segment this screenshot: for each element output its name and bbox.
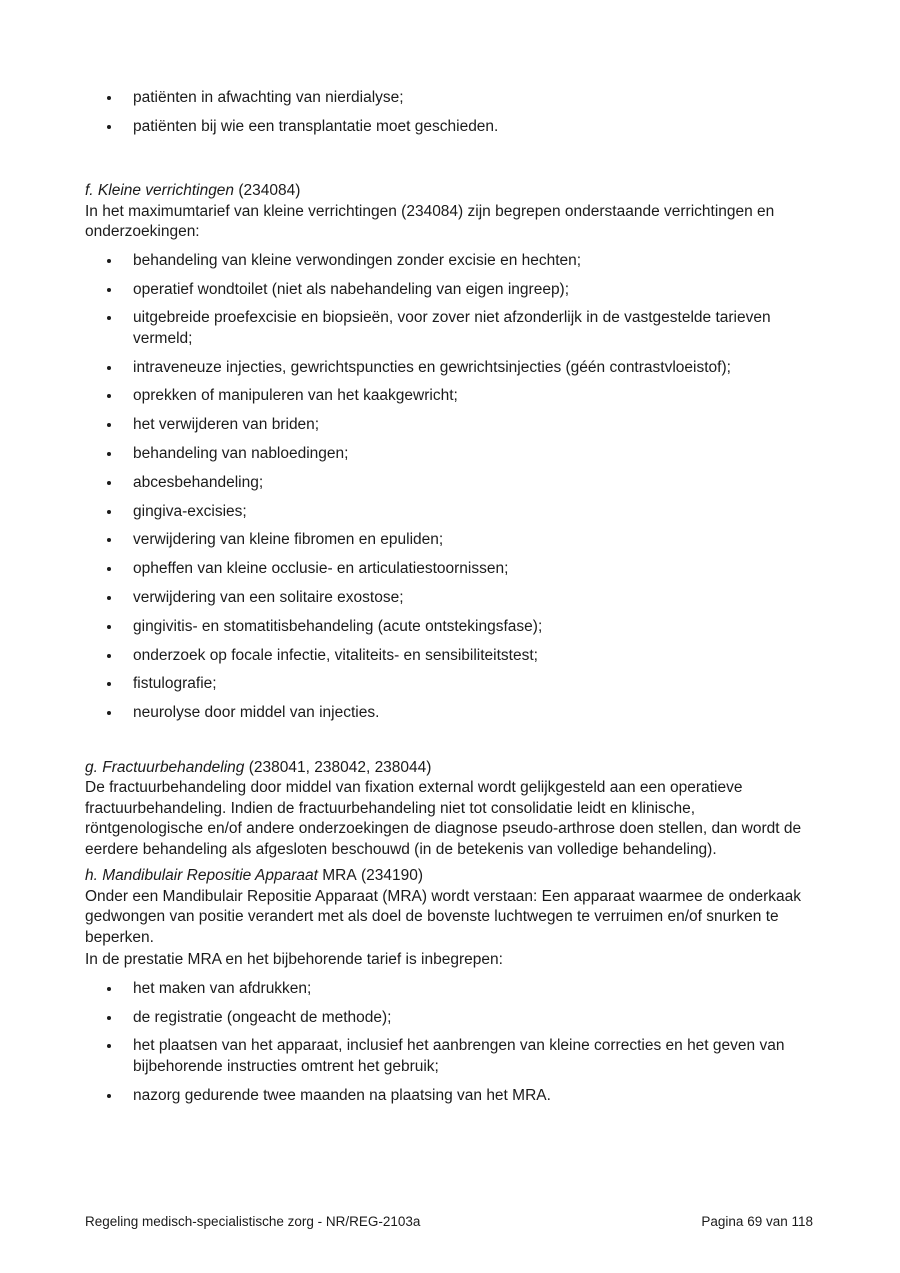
verrichtingen-bullet-list	[85, 251, 815, 724]
section-heading-title: h. Mandibulair Repositie Apparaat	[85, 867, 318, 885]
section-heading	[85, 866, 815, 887]
list-item: gingiva-excisies;	[85, 502, 815, 523]
section-heading	[85, 181, 815, 202]
page-footer	[85, 1213, 813, 1230]
list-item: operatief wondtoilet (niet als nabehandeling van eigen ingreep);	[85, 280, 815, 301]
footer-page-number: Pagina 69 van 118	[701, 1214, 813, 1229]
section-paragraph: De fractuurbehandeling door middel van fixation external wordt gelijkgesteld aan een operatieve fractuurbehandeling. Indien de fractuurbehandeling niet tot consolidatie leidt en klinische, röntgenologische en/of andere onderzoekingen de diagnose pseudo-arthrose doen stellen, dan wordt de eerdere behandeling als afgesloten beschouwd (in de betekenis van volledige behandeling).	[85, 779, 802, 858]
intro-bullet-list	[85, 88, 815, 137]
list-item: verwijdering van een solitaire exostose;	[85, 588, 815, 609]
list-item: intraveneuze injecties, gewrichtspuncties en gewrichtsinjecties (géén contrastvloeistof);	[85, 358, 815, 379]
list-item: gingivitis- en stomatitisbehandeling (acute ontstekingsfase);	[85, 617, 815, 638]
list-item: oprekken of manipuleren van het kaakgewricht;	[85, 386, 815, 407]
list-item: abcesbehandeling;	[85, 473, 815, 494]
list-item: het maken van afdrukken;	[85, 979, 815, 1000]
list-item: patiënten in afwachting van nierdialyse;	[85, 88, 815, 109]
section-heading-title: g. Fractuurbehandeling	[85, 758, 245, 776]
footer-doc-title: Regeling medisch-specialistische zorg - NR/REG-2103a	[85, 1214, 421, 1229]
section-heading-code: (238041, 238042, 238044)	[248, 758, 432, 776]
section-paragraph: In de prestatie MRA en het bijbehorende tarief is inbegrepen:	[85, 951, 503, 969]
list-item: behandeling van kleine verwondingen zonder excisie en hechten;	[85, 251, 815, 272]
list-item: verwijdering van kleine fibromen en epuliden;	[85, 530, 815, 551]
section-heading-title: f. Kleine verrichtingen	[85, 182, 235, 200]
list-item: fistulografie;	[85, 674, 815, 695]
section-heading-abbr: MRA	[322, 867, 357, 885]
section-heading-code: (234084)	[238, 182, 301, 200]
list-item: behandeling van nabloedingen;	[85, 444, 815, 465]
list-item: het plaatsen van het apparaat, inclusief het aanbrengen van kleine correcties en het geven van bijbehorende instructies omtrent het gebruik;	[85, 1036, 815, 1077]
section-paragraph: In het maximumtarief van kleine verrichtingen (234084) zijn begrepen onderstaande verrichtingen en onderzoekingen:	[85, 202, 775, 241]
section-heading-code: (234190)	[361, 867, 424, 885]
section-mra	[85, 866, 815, 1106]
list-item: uitgebreide proefexcisie en biopsieën, voor zover niet afzonderlijk in de vastgestelde tarieven vermeld;	[85, 308, 815, 349]
list-item: de registratie (ongeacht de methode);	[85, 1008, 815, 1029]
section-fractuurbehandeling	[85, 758, 815, 861]
list-item: opheffen van kleine occlusie- en articulatiestoornissen;	[85, 559, 815, 580]
list-item: neurolyse door middel van injecties.	[85, 703, 815, 724]
list-item: nazorg gedurende twee maanden na plaatsing van het MRA.	[85, 1086, 815, 1107]
list-item: onderzoek op focale infectie, vitaliteits- en sensibiliteitstest;	[85, 646, 815, 667]
list-item: het verwijderen van briden;	[85, 415, 815, 436]
section-heading	[85, 758, 815, 779]
mra-bullet-list	[85, 979, 815, 1106]
section-kleine-verrichtingen	[85, 181, 815, 723]
section-paragraph: Onder een Mandibulair Repositie Apparaat (MRA) wordt verstaan: Een apparaat waarmee de onderkaak gedwongen van positie verandert met als doel de bovenste luchtwegen te verruimen en/of snurken te beperken.	[85, 887, 801, 946]
list-item: patiënten bij wie een transplantatie moet geschieden.	[85, 117, 815, 138]
